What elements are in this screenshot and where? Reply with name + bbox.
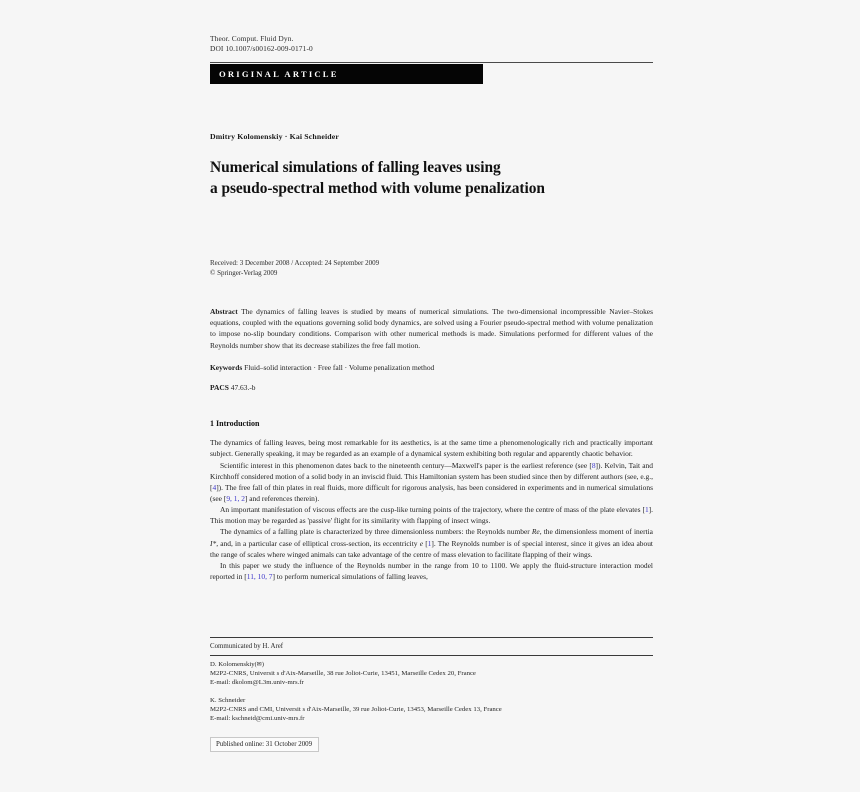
paper-content-column	[210, 34, 653, 582]
author-affiliation-1	[210, 661, 653, 687]
paragraph-3	[210, 504, 653, 526]
footnote-divider-mid	[210, 655, 653, 656]
citation-link-11-10-7[interactable]: 11, 10, 7	[246, 572, 273, 582]
title-line-2: a pseudo-spectral method with volume penalization	[210, 179, 545, 197]
title-line-1: Numerical simulations of falling leaves using	[210, 159, 501, 177]
communicated-by: Communicated by H. Aref	[210, 643, 284, 650]
author-affiliation-2	[210, 697, 653, 723]
journal-doi: DOI 10.1007/s00162-009-0171-0	[210, 43, 313, 53]
footnote-block	[210, 637, 653, 724]
paragraph-2-part-b: ]). Kelvin, Tait and Kirchhoff considered motion of a solid body in an inviscid fluid. This Hamiltonian system has been studied since then by different authors (see, e.g., [	[210, 460, 653, 492]
published-online-stamp: Published online: 31 October 2009	[210, 737, 319, 752]
paragraph-5	[210, 560, 653, 582]
header-divider	[210, 62, 653, 63]
paragraph-5-part-b: ] to perform numerical simulations of falling leaves,	[272, 572, 428, 582]
author-2-email[interactable]: E-mail: kschneid@cmi.univ-mrs.fr	[210, 714, 305, 722]
page-title	[210, 158, 653, 199]
journal-name: Theor. Comput. Fluid Dyn.	[210, 34, 294, 43]
citation-link-1b[interactable]: 1	[427, 538, 432, 548]
citation-link-4[interactable]: 4	[212, 482, 217, 492]
section-heading-introduction: 1 Introduction	[210, 419, 260, 429]
paragraph-3-part-a: An important manifestation of viscous effects are the cusp-like turning points of the trajectory, where the centre of mass of the plate elevates [	[220, 505, 645, 515]
paragraph-2-part-c: ]). The free fall of thin plates in real fluids, more difficult for rigorous analysis, has been considered in experiments and in numerical simulations (see [	[210, 482, 653, 503]
paragraph-2-part-a: Scientific interest in this phenomenon dates back to the nineteenth century—Maxwell's paper is the earliest reference (see [	[220, 460, 592, 470]
article-type-banner	[210, 64, 483, 84]
pacs-label: PACS	[210, 383, 229, 393]
author-2-name: K. Schneider	[210, 697, 246, 705]
received-accepted-line: Received: 3 December 2008 / Accepted: 24 September 2009	[210, 259, 380, 268]
footnote-divider-top	[210, 637, 653, 638]
copyright-line: © Springer-Verlag 2009	[210, 268, 278, 277]
envelope-icon: (✉)	[254, 661, 264, 668]
symbol-reynolds-number: Re	[531, 527, 540, 537]
keywords-label: Keywords	[210, 362, 243, 372]
symbol-moment-of-inertia: I*	[210, 538, 217, 548]
author-list: Dmitry Kolomenskiy · Kai Schneider	[210, 132, 339, 142]
pacs-text: 47.63.-b	[230, 383, 256, 393]
author-1-name: D. Kolomenskiy	[210, 661, 255, 668]
abstract-text: The dynamics of falling leaves is studied by means of numerical simulations. The two-dimensional incompressible Navier–Stokes equations, coupled with the equations governing solid body dynamics, are solved using a Fourier pseudo-spectral method with volume penalization to impose no-slip boundary conditions. Comparison with other numerical methods is made. Simulations performed for different values of the Reynolds number show that its decrease stabilizes the free fall motion.	[210, 307, 653, 350]
article-type-label: ORIGINAL ARTICLE	[219, 69, 339, 80]
paragraph-3-part-b: ]. This motion may be regarded as 'passive' flight for its similarity with flapping of insect wings.	[210, 505, 653, 526]
author-1-name-row	[210, 661, 653, 670]
abstract-label: Abstract	[210, 307, 238, 316]
keywords-block	[210, 362, 653, 373]
pacs-block	[210, 382, 653, 393]
paragraph-4-part-e: ]. The Reynolds number is of special interest, since it gives an idea about the range of scales where winged animals can take advantage of the centre of mass elevation to facilitate flapping of their wings.	[210, 538, 654, 559]
paragraph-4-part-d: [	[425, 538, 428, 548]
keywords-text: Fluid–solid interaction · Free fall · Volume penalization method	[244, 362, 435, 372]
paragraph-4-part-b: , the dimensionless moment of inertia	[539, 527, 653, 537]
citation-link-8[interactable]: 8	[591, 460, 596, 470]
author-1-email[interactable]: E-mail: dkolom@L3m.univ-mrs.fr	[210, 678, 304, 686]
paragraph-1: The dynamics of falling leaves, being most remarkable for its aesthetics, is at the same time a phenomenologically rich and practically important subject. Generally speaking, it may be regarded as an example of a dynamical system exhibiting both regular and apparently chaotic behavior.	[210, 438, 653, 459]
paragraph-5-part-a: In this paper we study the influence of the Reynolds number in the range from 10 to 1100. We apply the fluid-structure interaction model reported in [	[210, 560, 653, 582]
abstract-block	[210, 306, 653, 351]
author-1-affiliation: M2P2-CNRS, Universit s d'Aix-Marseille, 38 rue Joliot-Curie, 13451, Marseille Cedex 20, France	[210, 669, 476, 677]
paragraph-4-part-c: , and, in a particular case of elliptical cross-section, its eccentricity	[216, 538, 420, 548]
paragraph-4	[210, 526, 653, 559]
citation-link-1a[interactable]: 1	[644, 505, 649, 515]
paragraph-4-part-a: The dynamics of a falling plate is characterized by three dimensionless numbers: the Reynolds number	[220, 527, 532, 537]
journal-header	[210, 34, 653, 53]
symbol-eccentricity: e	[419, 538, 424, 548]
paragraph-2	[210, 460, 653, 505]
citation-link-9-1-2[interactable]: 9, 1, 2	[226, 494, 245, 503]
paragraph-2-part-d: ] and references therein).	[244, 494, 320, 503]
author-2-affiliation: M2P2-CNRS and CMI, Universit s d'Aix-Marseille, 39 rue Joliot-Curie, 13453, Marseille Cedex 13, France	[210, 706, 502, 714]
publication-dates	[210, 259, 653, 278]
